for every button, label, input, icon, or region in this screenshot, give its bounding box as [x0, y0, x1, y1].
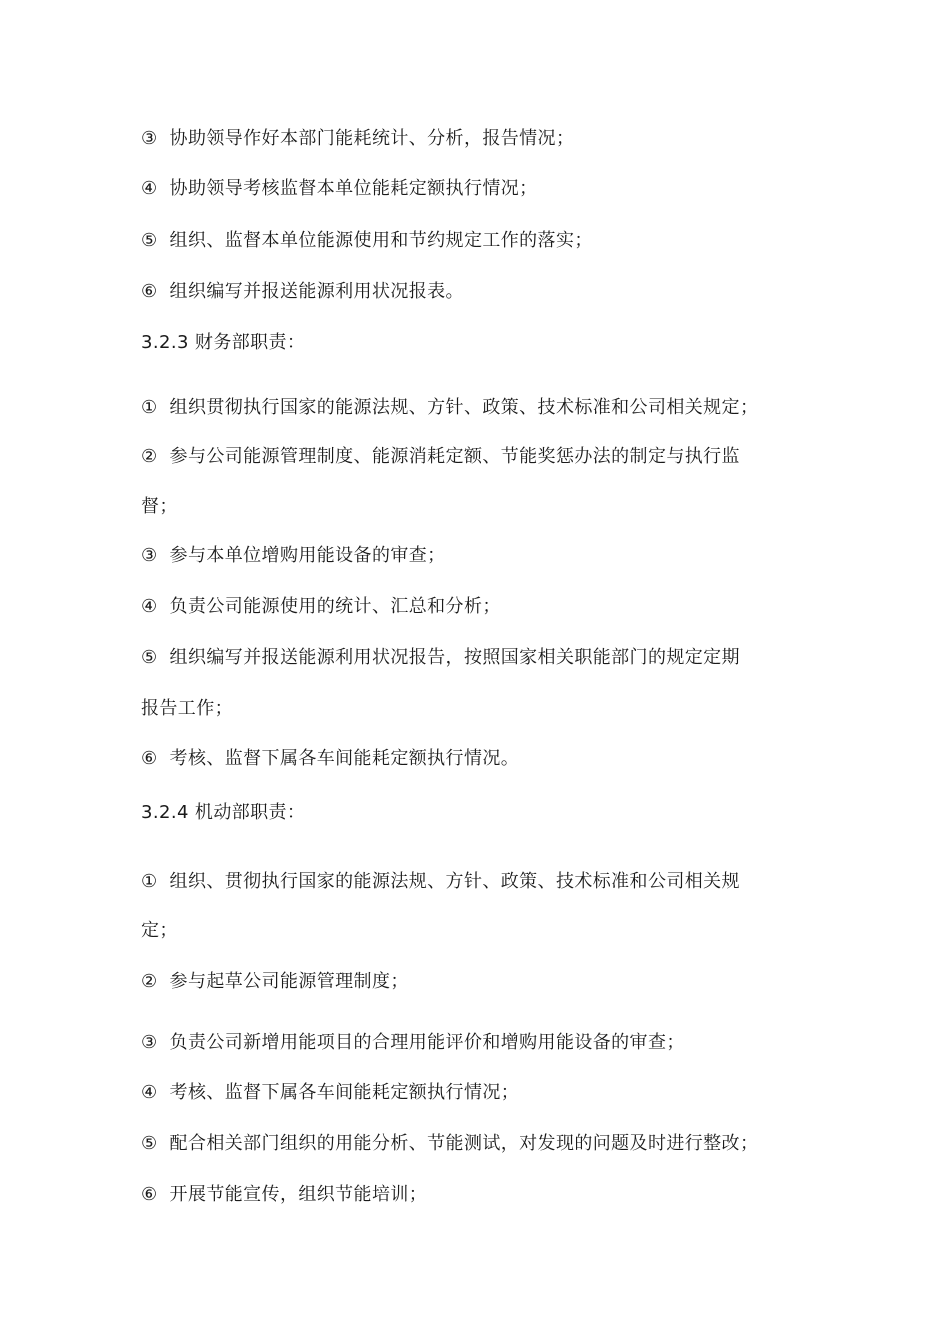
list-item: [141, 444, 821, 470]
section-heading-finance: 3.2.3 财务部职责：: [141, 332, 306, 353]
item-text: 负责公司能源使用的统计、汇总和分析；: [169, 596, 501, 617]
item-marker: ④: [141, 1082, 158, 1103]
item-marker: ⑥: [141, 748, 158, 769]
item-text: 考核、监督下属各车间能耗定额执行情况；: [169, 1082, 520, 1103]
item-text: 开展节能宣传，组织节能培训；: [169, 1184, 428, 1205]
item-marker: ⑤: [141, 230, 158, 251]
item-marker: ②: [141, 971, 158, 992]
list-item: [141, 969, 821, 995]
item-text: 组织编写并报送能源利用状况报表。: [169, 281, 464, 302]
item-marker: ④: [141, 178, 158, 199]
item-marker: ⑥: [141, 1184, 158, 1205]
item-marker: ③: [141, 545, 158, 566]
item-text: 组织、贯彻执行国家的能源法规、方针、政策、技术标准和公司相关规: [169, 871, 740, 892]
list-item: [141, 1080, 821, 1106]
section-heading-mech: 3.2.4 机动部职责：: [141, 802, 306, 823]
list-item: [141, 126, 821, 152]
list-item: [141, 1030, 821, 1056]
item-text: 协助领导考核监督本单位能耗定额执行情况；: [169, 178, 538, 199]
list-item: [141, 746, 821, 772]
item-text: 组织、监督本单位能源使用和节约规定工作的落实；: [169, 230, 593, 251]
list-item-continuation: 定；: [141, 920, 178, 941]
item-marker: ④: [141, 596, 158, 617]
list-item: [141, 279, 821, 305]
item-marker: ⑥: [141, 281, 158, 302]
list-item: [141, 543, 821, 569]
item-text: 配合相关部门组织的用能分析、节能测试，对发现的问题及时进行整改；: [169, 1133, 759, 1154]
list-item: [141, 228, 821, 254]
list-item-continuation: 报告工作；: [141, 698, 233, 719]
item-text: 参与公司能源管理制度、能源消耗定额、节能奖惩办法的制定与执行监: [169, 446, 740, 467]
item-text: 考核、监督下属各车间能耗定额执行情况。: [169, 748, 520, 769]
list-item: [141, 594, 821, 620]
item-text: 组织贯彻执行国家的能源法规、方针、政策、技术标准和公司相关规定；: [169, 397, 759, 418]
item-text: 协助领导作好本部门能耗统计、分析，报告情况；: [169, 128, 575, 149]
item-marker: ③: [141, 1032, 158, 1053]
item-marker: ⑤: [141, 1133, 158, 1154]
item-text: 参与起草公司能源管理制度；: [169, 971, 409, 992]
item-text: 组织编写并报送能源利用状况报告，按照国家相关职能部门的规定定期: [169, 647, 740, 668]
item-text: 负责公司新增用能项目的合理用能评价和增购用能设备的审查；: [169, 1032, 685, 1053]
item-marker: ①: [141, 397, 158, 418]
list-item: [141, 176, 821, 202]
item-marker: ②: [141, 446, 158, 467]
list-item-continuation: 督；: [141, 496, 178, 517]
item-marker: ⑤: [141, 647, 158, 668]
list-item: [141, 1131, 821, 1157]
item-marker: ③: [141, 128, 158, 149]
item-marker: ①: [141, 871, 158, 892]
list-item: [141, 1182, 821, 1208]
item-text: 参与本单位增购用能设备的审查；: [169, 545, 446, 566]
list-item: [141, 395, 821, 421]
list-item: [141, 645, 821, 671]
list-item: [141, 869, 821, 895]
